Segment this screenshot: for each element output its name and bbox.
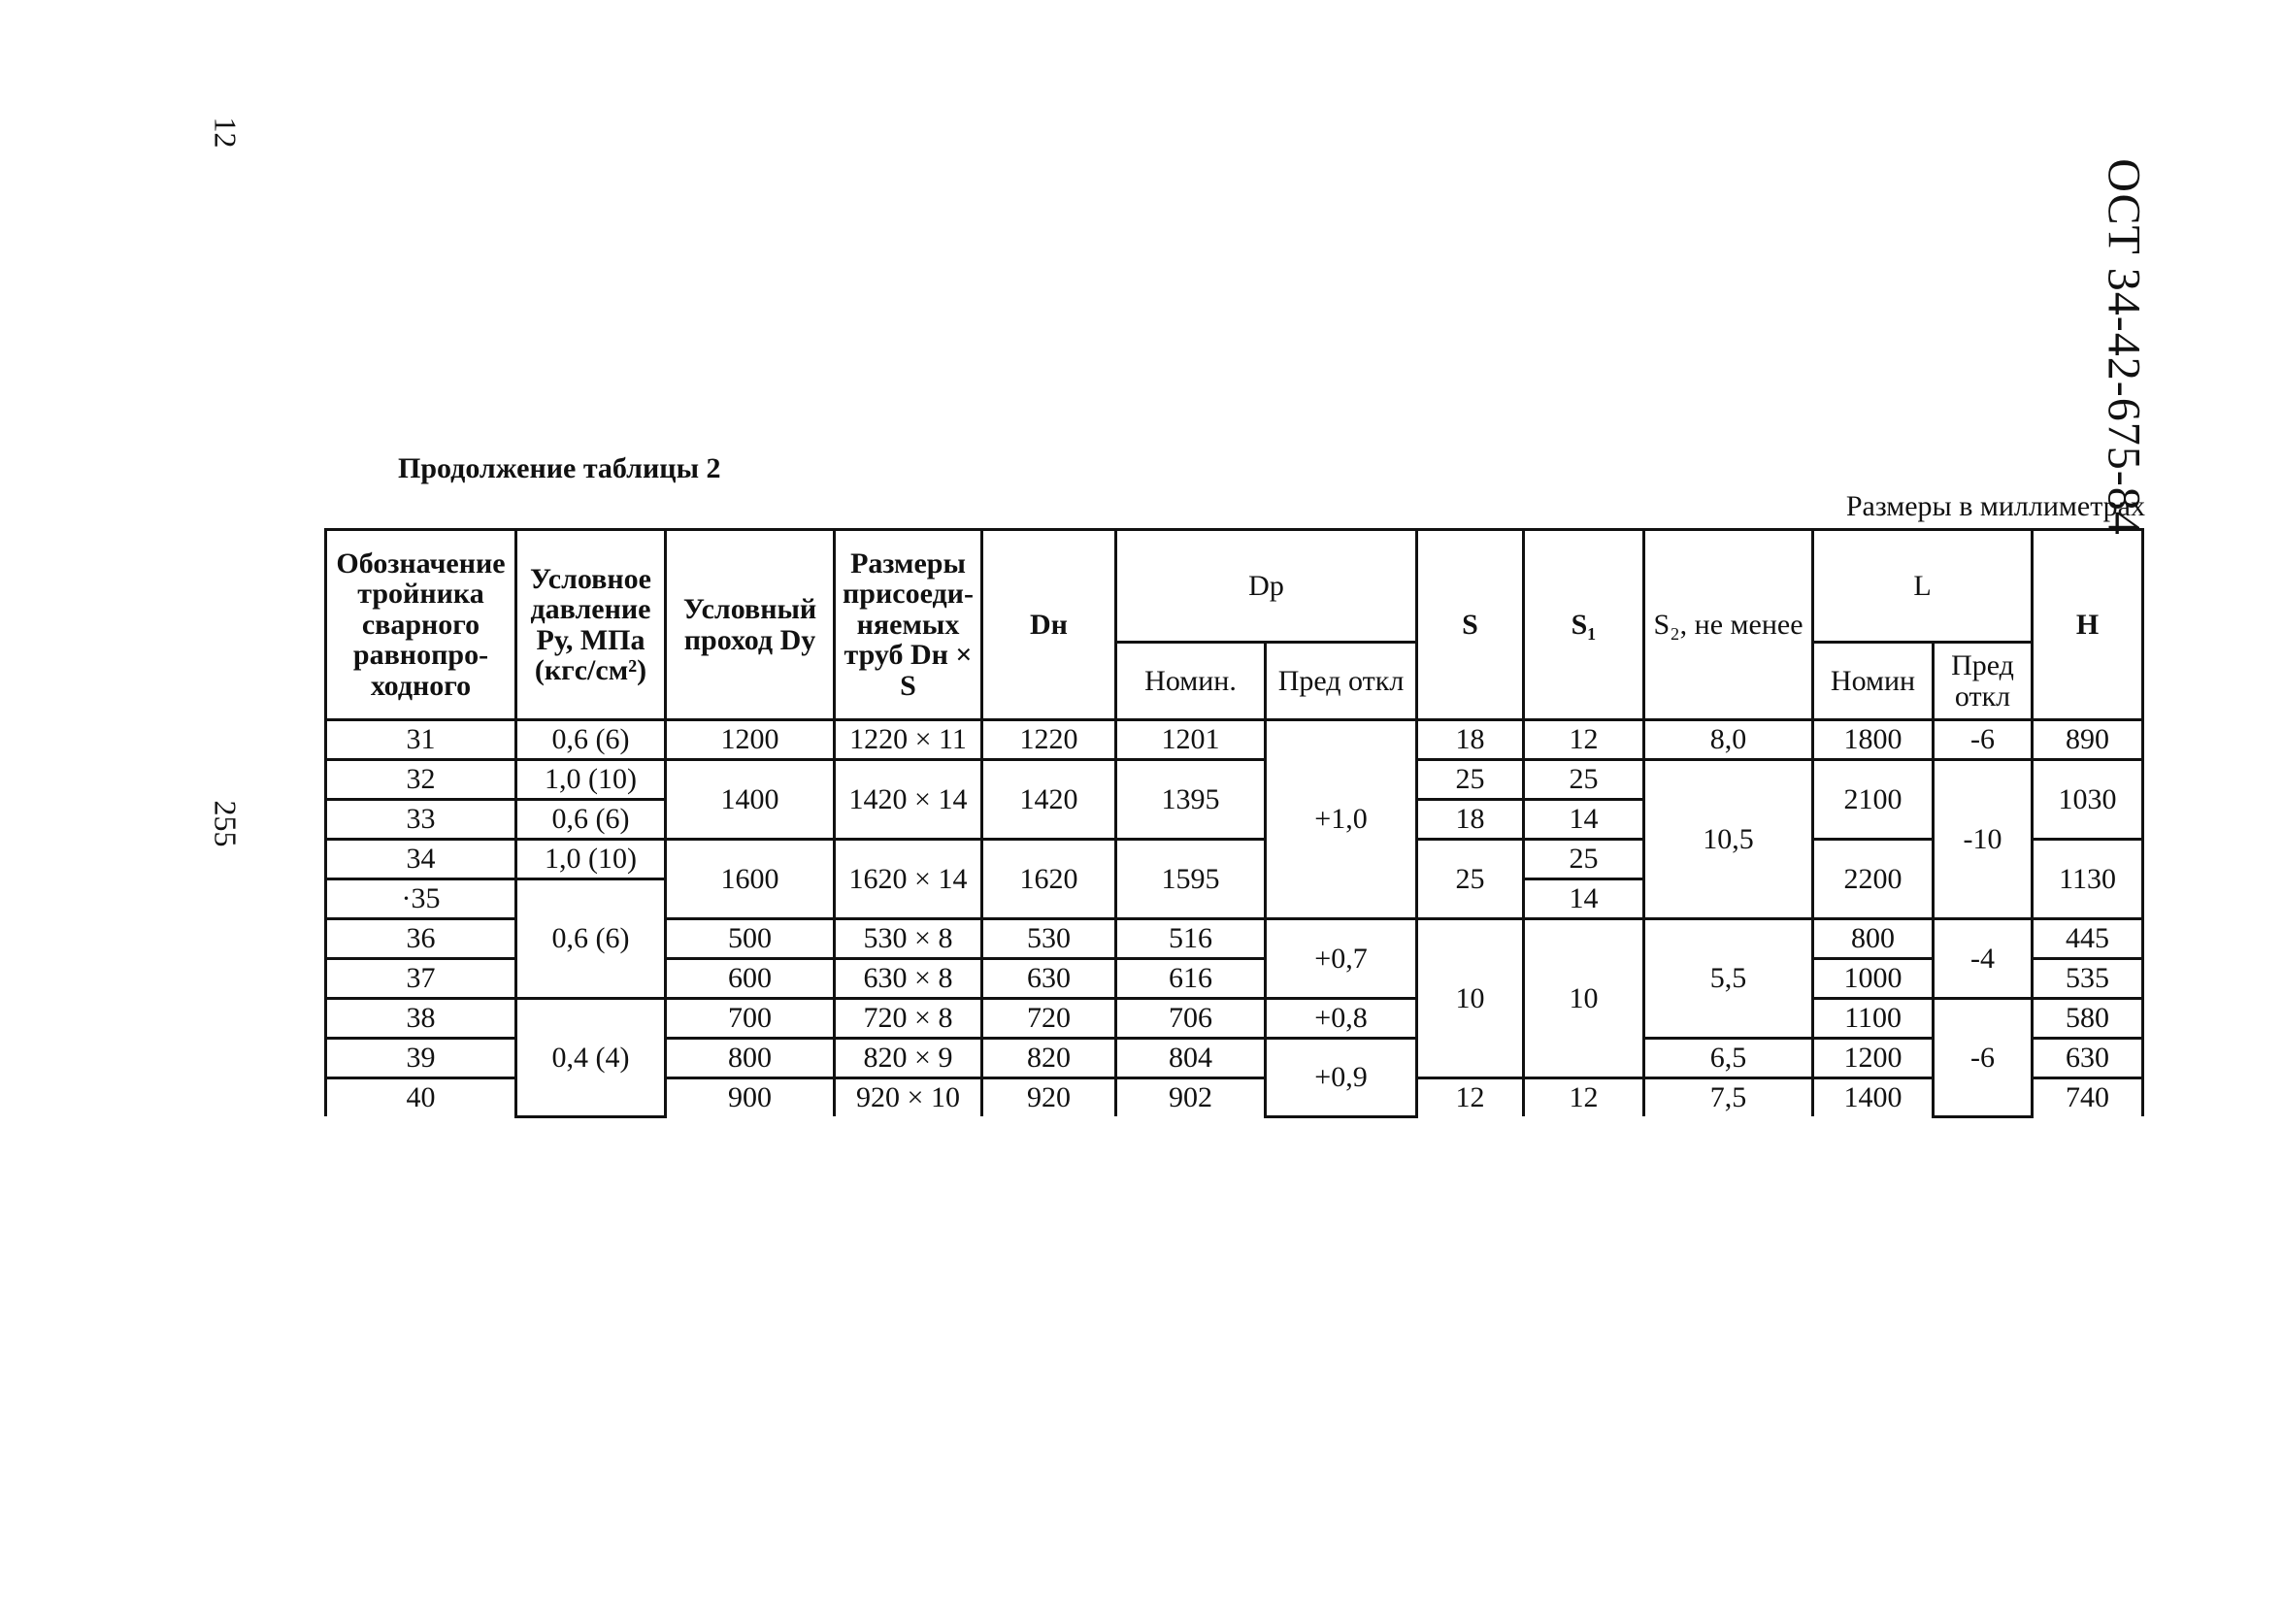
cell-pipe-size: 530 × 8 [835,919,982,959]
cell-pressure: 0,4 (4) [516,999,666,1117]
cell-pressure: 1,0 (10) [516,760,666,800]
cell-pressure: 0,6 (6) [516,720,666,760]
cell-dp-nominal: 1395 [1116,760,1266,840]
header-designation: Обозначение тройника сварного равнопро- ходного [326,530,516,720]
cell-dn: 1620 [982,840,1116,919]
cell-l-nominal: 1400 [1813,1078,1934,1117]
table-row-31 [326,720,2143,760]
cell-s1: 10 [1524,919,1644,1078]
cell-designation: ·35 [326,879,516,919]
cell-dp-nominal: 1595 [1116,840,1266,919]
cell-dp-nominal: 1201 [1116,720,1266,760]
cell-s1: 12 [1524,1078,1644,1117]
cell-pipe-size: 920 × 10 [835,1078,982,1117]
cell-h: 580 [2033,999,2143,1039]
cell-s1: 14 [1524,879,1644,919]
units-note: Размеры в миллиметрах [1845,490,2145,522]
cell-s2: 5,5 [1644,919,1813,1039]
header-h: H [2033,530,2143,720]
cell-pipe-size: 820 × 9 [835,1039,982,1078]
cell-dp-nominal: 902 [1116,1078,1266,1117]
cell-dp-deviation: +0,7 [1266,919,1417,999]
cell-designation: 37 [326,959,516,999]
cell-h: 1030 [2033,760,2143,840]
cell-s1: 25 [1524,760,1644,800]
cell-designation: 38 [326,999,516,1039]
header-dp-deviation: Пред откл [1266,643,1417,720]
cell-nominal-bore: 900 [666,1078,835,1117]
cell-dp-nominal: 706 [1116,999,1266,1039]
header-dn: Dн [982,530,1116,720]
cell-l-nominal: 2100 [1813,760,1934,840]
cell-dn: 1220 [982,720,1116,760]
page-number-side: 255 [208,800,244,847]
header-dp: Dр [1116,530,1417,643]
cell-h: 890 [2033,720,2143,760]
page-number-top: 12 [208,116,244,149]
cell-pipe-size: 720 × 8 [835,999,982,1039]
header-dp-nominal: Номин. [1116,643,1266,720]
cell-nominal-bore: 1200 [666,720,835,760]
cell-s2: 6,5 [1644,1039,1813,1078]
header-s1: S₁ [1524,530,1644,720]
cell-dn: 920 [982,1078,1116,1117]
cell-dn: 720 [982,999,1116,1039]
cell-s: 25 [1417,840,1524,919]
dimensions-table [324,528,2144,1118]
cell-s2: 7,5 [1644,1078,1813,1117]
cell-pipe-size: 630 × 8 [835,959,982,999]
cell-designation: 31 [326,720,516,760]
table-row-34 [326,840,2143,879]
cell-designation: 33 [326,800,516,840]
cell-pipe-size: 1420 × 14 [835,760,982,840]
cell-nominal-bore: 600 [666,959,835,999]
cell-pipe-size: 1220 × 11 [835,720,982,760]
cell-pipe-size: 1620 × 14 [835,840,982,919]
header-l: L [1813,530,2033,643]
cell-nominal-bore: 1600 [666,840,835,919]
cell-dn: 530 [982,919,1116,959]
cell-l-nominal: 1100 [1813,999,1934,1039]
table-caption: Продолжение таблицы 2 [398,452,721,484]
cell-dn: 1420 [982,760,1116,840]
cell-s2: 8,0 [1644,720,1813,760]
header-l-deviation: Пред откл [1934,643,2033,720]
cell-h: 445 [2033,919,2143,959]
cell-designation: 32 [326,760,516,800]
cell-nominal-bore: 800 [666,1039,835,1078]
table-row-32 [326,760,2143,800]
cell-pressure: 0,6 (6) [516,800,666,840]
cell-s: 12 [1417,1078,1524,1117]
cell-designation: 40 [326,1078,516,1117]
cell-l-nominal: 2200 [1813,840,1934,919]
cell-designation: 39 [326,1039,516,1078]
cell-dp-nominal: 804 [1116,1039,1266,1078]
cell-pressure: 0,6 (6) [516,879,666,999]
cell-l-nominal: 1800 [1813,720,1934,760]
cell-l-deviation: -10 [1934,760,2033,919]
cell-l-deviation: -6 [1934,720,2033,760]
cell-dn: 630 [982,959,1116,999]
standard-code: ОСТ 34-42-675-84 [2098,158,2150,536]
cell-l-deviation: -4 [1934,919,2033,999]
cell-s2: 10,5 [1644,760,1813,919]
cell-designation: 34 [326,840,516,879]
cell-s1: 12 [1524,720,1644,760]
cell-s: 18 [1417,800,1524,840]
cell-s: 10 [1417,919,1524,1078]
table-row-38 [326,999,2143,1039]
header-pressure: Условное давление Ру, МПа (кгс/см²) [516,530,666,720]
cell-dp-nominal: 516 [1116,919,1266,959]
cell-dp-deviation: +0,9 [1266,1039,1417,1117]
header-s2: S₂, не менее [1644,530,1813,720]
header-nominal-bore: Условный проход Dу [666,530,835,720]
cell-s1: 25 [1524,840,1644,879]
cell-l-nominal: 1200 [1813,1039,1934,1078]
cell-s1: 14 [1524,800,1644,840]
cell-dn: 820 [982,1039,1116,1078]
cell-h: 740 [2033,1078,2143,1117]
cell-pressure: 1,0 (10) [516,840,666,879]
cell-dp-deviation: +1,0 [1266,720,1417,919]
cell-h: 630 [2033,1039,2143,1078]
cell-h: 1130 [2033,840,2143,919]
cell-h: 535 [2033,959,2143,999]
cell-nominal-bore: 1400 [666,760,835,840]
cell-l-nominal: 1000 [1813,959,1934,999]
cell-dp-nominal: 616 [1116,959,1266,999]
cell-designation: 36 [326,919,516,959]
header-pipe-size: Размеры присоеди- няемых труб Dн × S [835,530,982,720]
cell-s: 25 [1417,760,1524,800]
cell-l-deviation: -6 [1934,999,2033,1117]
cell-nominal-bore: 700 [666,999,835,1039]
cell-nominal-bore: 500 [666,919,835,959]
header-s: S [1417,530,1524,720]
cell-s: 18 [1417,720,1524,760]
cell-dp-deviation: +0,8 [1266,999,1417,1039]
header-l-nominal: Номин [1813,643,1934,720]
cell-l-nominal: 800 [1813,919,1934,959]
